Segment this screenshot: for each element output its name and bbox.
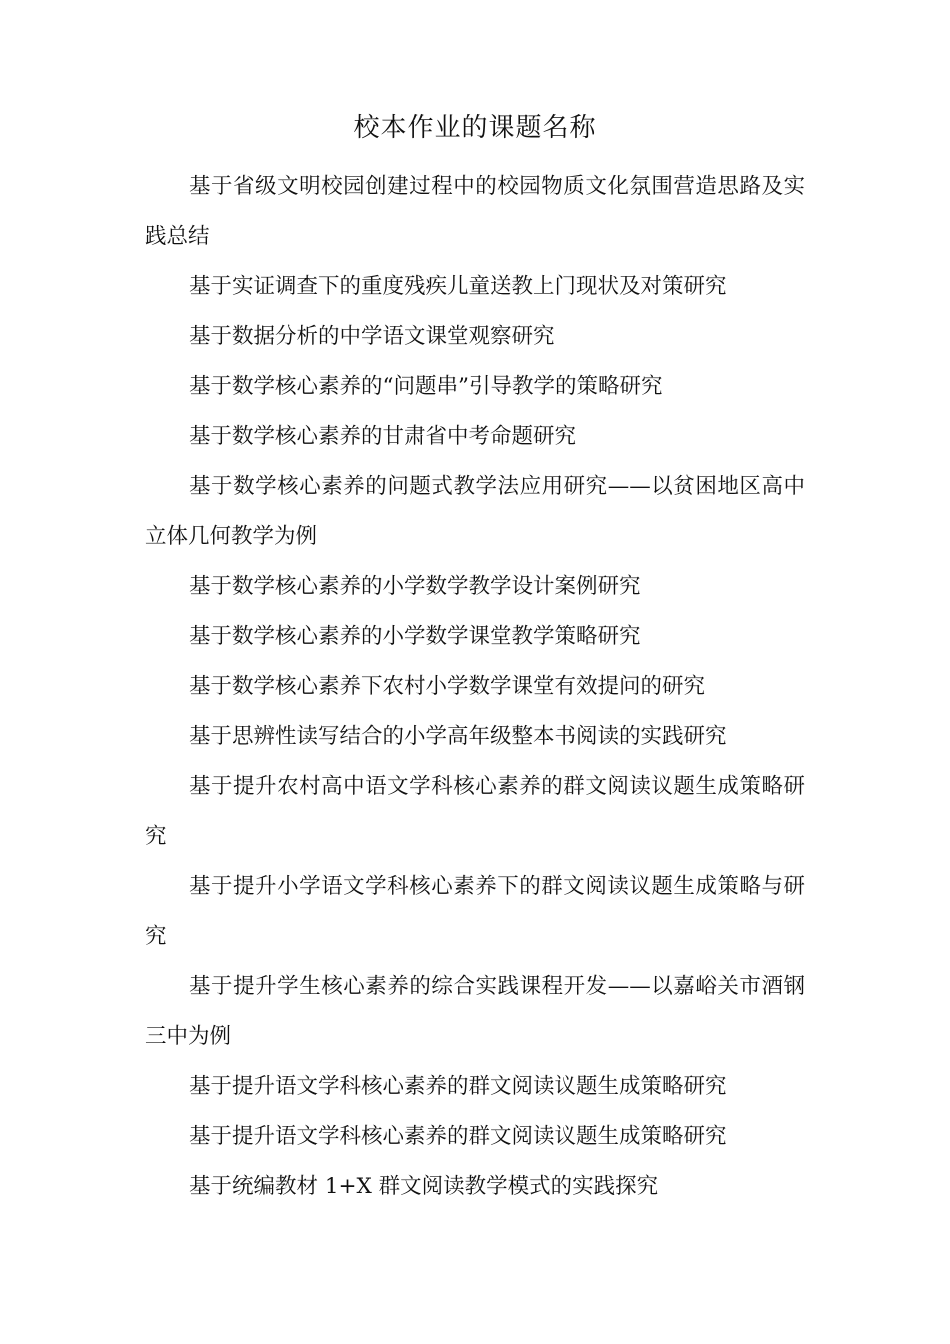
topic-item: 基于数学核心素养的小学数学教学设计案例研究 [189,574,641,599]
topic-item: 基于数学核心素养的甘肃省中考命题研究 [189,424,577,449]
topic-item: 基于数学核心素养下农村小学数学课堂有效提问的研究 [189,674,706,699]
topic-item: 基于提升语文学科核心素养的群文阅读议题生成策略研究 [189,1124,727,1149]
topic-item: 基于数学核心素养的小学数学课堂教学策略研究 [189,624,641,649]
topic-item: 基于提升语文学科核心素养的群文阅读议题生成策略研究 [189,1074,727,1099]
topic-item: 基于提升小学语文学科核心素养下的群文阅读议题生成策略与研究 [145,874,805,949]
topic-item: 基于统编教材 1+X 群文阅读教学模式的实践探究 [189,1174,659,1199]
topic-item: 基于数学核心素养的“问题串”引导教学的策略研究 [189,374,663,399]
topic-item: 基于实证调查下的重度残疾儿童送教上门现状及对策研究 [189,274,727,299]
page-title: 校本作业的课题名称 [353,113,597,143]
topic-item: 基于省级文明校园创建过程中的校园物质文化氛围营造思路及实践总结 [145,174,805,249]
topic-item: 基于提升农村高中语文学科核心素养的群文阅读议题生成策略研究 [145,774,805,849]
topic-item: 基于数据分析的中学语文课堂观察研究 [189,324,555,349]
topic-item: 基于数学核心素养的问题式教学法应用研究——以贫困地区高中立体几何教学为例 [145,474,805,549]
topic-item: 基于思辨性读写结合的小学高年级整本书阅读的实践研究 [189,724,727,749]
topic-list [145,162,805,1212]
topic-item: 基于提升学生核心素养的综合实践课程开发——以嘉峪关市酒钢三中为例 [145,974,805,1049]
